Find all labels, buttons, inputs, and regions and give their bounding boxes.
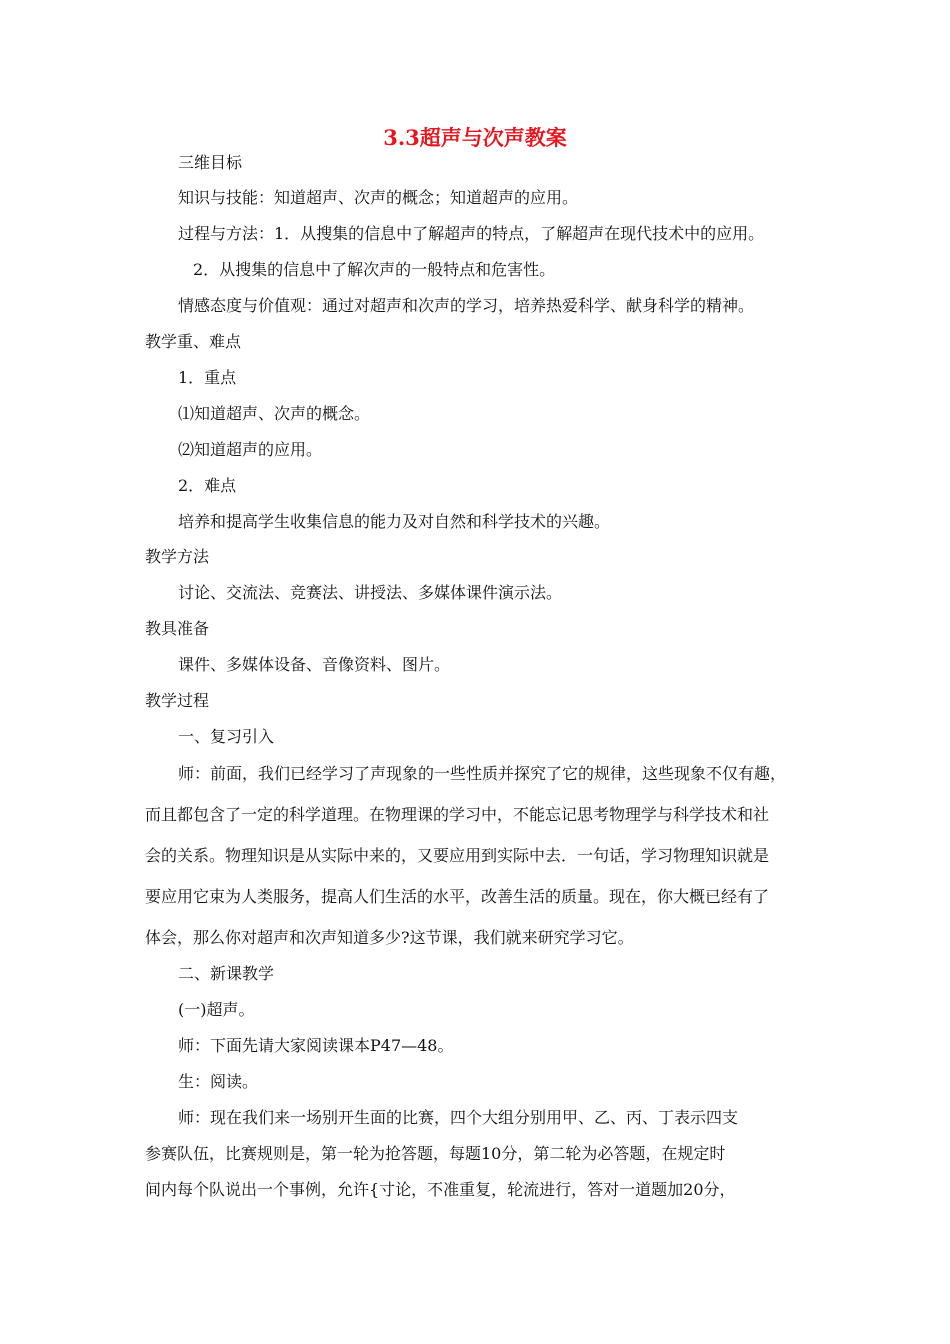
paragraph-process-methods-2: 2．从搜集的信息中了解次声的一般特点和危害性。: [193, 260, 556, 279]
paragraph-process-methods-1: 过程与方法：1．从搜集的信息中了解超声的特点，了解超声在现代技术中的应用。: [178, 224, 765, 243]
list-item-key-point-2: ⑵知道超声的应用。: [178, 440, 323, 459]
paragraph-competition-line-1: 师：现在我们来一场别开生面的比赛，四个大组分别用甲、乙、丙、丁表示四支: [178, 1108, 739, 1127]
paragraph-competition-line-3: 间内每个队说出一个事例，允许{寸论，不准重复，轮流进行，答对一道题加20分，: [145, 1180, 736, 1199]
subheading-review-intro: 一、复习引入: [178, 727, 275, 746]
heading-key-difficult-points: 教学重、难点: [145, 332, 242, 351]
subheading-key-points: 1．重点: [178, 368, 237, 387]
subheading-difficult-points: 2．难点: [178, 476, 237, 495]
heading-teaching-process: 教学过程: [145, 691, 210, 710]
paragraph-competition-line-2: 参赛队伍，比赛规则是，第一轮为抢答题，每题10分，第二轮为必答题，在规定时: [145, 1144, 726, 1163]
list-item-key-point-1: ⑴知道超声、次声的概念。: [178, 404, 371, 423]
paragraph-teaching-aids: 课件、多媒体设备、音像资料、图片。: [178, 655, 451, 674]
paragraph-teaching-methods: 讨论、交流法、竞赛法、讲授法、多媒体课件演示法。: [178, 583, 563, 602]
subheading-ultrasound: (一)超声。: [178, 1000, 255, 1019]
paragraph-intro-line-2: 而且都包含了一定的科学道理。在物理课的学习中，不能忘记思考物理学与科学技术和社: [145, 805, 770, 824]
subheading-new-lesson: 二、新课教学: [178, 964, 275, 983]
paragraph-intro-line-1: 师：前面，我们已经学习了声现象的一些性质并探究了它的规律，这些现象不仅有趣，: [178, 764, 787, 783]
heading-three-dimensional-goals: 三维目标: [178, 153, 243, 172]
heading-teaching-methods: 教学方法: [145, 547, 210, 566]
paragraph-teacher-read: 师：下面先请大家阅读课本P47—48。: [178, 1036, 454, 1055]
heading-teaching-aids: 教具准备: [145, 619, 210, 638]
paragraph-attitude-values: 情感态度与价值观：通过对超声和次声的学习，培养热爱科学、献身科学的精神。: [178, 296, 755, 315]
paragraph-student-read: 生：阅读。: [178, 1072, 259, 1091]
paragraph-intro-line-4: 要应用它束为人类服务，提高人们生活的水平，改善生活的质量。现在，你大概已经有了: [145, 887, 770, 906]
paragraph-knowledge-skills: 知识与技能：知道超声、次声的概念；知道超声的应用。: [178, 188, 579, 207]
paragraph-difficult-points: 培养和提高学生收集信息的能力及对自然和科学技术的兴趣。: [178, 512, 611, 531]
document-title: 3.3超声与次声教案: [383, 125, 567, 150]
paragraph-intro-line-3: 会的关系。物理知识是从实际中来的，又要应用到实际中去．一句话，学习物理知识就是: [145, 846, 770, 865]
paragraph-intro-line-5: 体会，那么你对超声和次声知道多少?这节课，我们就来研究学习它。: [145, 928, 634, 947]
